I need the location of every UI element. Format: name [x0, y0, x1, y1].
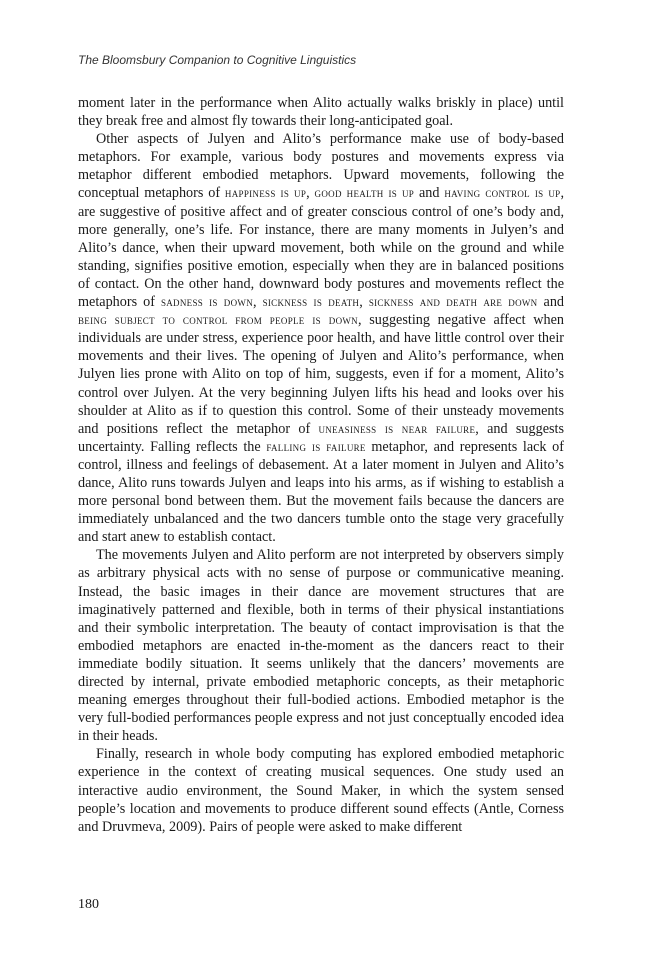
text-run: The movements Julyen and Alito perform are not interpreted by observers simply as arbitrary physical acts with no sense of purpose or communicative meaning. Instead, the basic images in their dance are movement structures that are imaginatively patterned and flexible, both in terms of their physical instantiations and their symbolic interpretation. The beauty of contact improvisation is that the embodied metaphors are enacted in-the-moment as the dancers react to their immediate bodily situation. It seems unlikely that the dancers’ movements are directed by internal, private embodied metaphoric concepts, as their metaphoric meaning emerges throughout their full-bodied actions. Embodied metaphor is the very full-bodied performances people express and not just conceptually encoded idea in their heads. — [78, 547, 564, 745]
page-number: 180 — [78, 897, 99, 912]
text-run: , — [253, 294, 263, 311]
small-caps-metaphor: happiness is up — [224, 185, 307, 201]
text-run: moment later in the performance when Alito actually walks briskly in place) until they break free and almost fly towards their long-anticipated goal. — [78, 95, 564, 130]
paragraph — [78, 745, 564, 835]
running-head: The Bloomsbury Companion to Cognitive Linguistics — [78, 53, 357, 67]
small-caps-metaphor: falling is failure — [266, 438, 366, 454]
text-run: Other aspects of Julyen and Alito’s performance make use of body-based metaphors. For example, various body postures and movements express via metaphor different embodied metaphors. Upward movements, following the conceptual metaphors of — [78, 131, 564, 202]
text-run: , — [306, 185, 315, 202]
text-run: and — [414, 185, 445, 202]
text-run: , suggesting negative affect when individuals are under stress, experience poor health, and have little control over their movements and their lives. The opening of Julyen and Alito’s performance, when Julyen lies prone with Alito on top of him, suggests, even if for a moment, Alito’s control over Julyen. At the very beginning Julyen lifts his head and looks over his shoulder at Alito as if to question this control. Some of their unsteady movements and positions reflect the metaphor of — [78, 312, 564, 437]
paragraph — [78, 94, 564, 130]
small-caps-metaphor: being subject to control from people is down — [78, 312, 358, 328]
text-run: Finally, research in whole body computing has explored embodied metaphoric experience in the context of creating musical sequences. One study used an interactive audio environment, the Sound Maker, in which the system sensed people’s location and movements to produce different sound effects (Antle, Corness and Druvmeva, 2009). Pairs of people were asked to make different — [78, 746, 564, 835]
text-run: and — [537, 294, 565, 311]
small-caps-metaphor: sickness and death are down — [368, 294, 538, 310]
small-caps-metaphor: having control is up — [444, 185, 561, 201]
text-run: , are suggestive of positive affect and of greater conscious control of one’s body and, more generally, one’s life. For instance, there are many moments in Julyen’s and Alito’s dance, when their upward movement, both while on the ground and while standing, signifies positive emotion, especially when they are in balanced positions of contact. On the other hand, downward body postures and movements reflect the metaphors of — [78, 185, 564, 311]
text-run: metaphor, and represents lack of control, illness and feelings of debasement. At a later moment in Julyen and Alito’s dance, Alito runs towards Julyen and leaps into his arms, as if wishing to establish a more personal bond between them. But the movement fails because the dancers are immediately unbalanced and the two dancers tumble onto the stage very gracefully and start anew to establish contact. — [78, 438, 564, 546]
text-run: , — [359, 294, 369, 311]
small-caps-metaphor: sadness is down — [160, 294, 253, 310]
paragraph — [78, 546, 564, 745]
paragraph — [78, 130, 564, 546]
small-caps-metaphor: sickness is death — [262, 294, 360, 310]
small-caps-metaphor: good health is up — [314, 185, 415, 201]
text-run: , and suggests uncertainty. Falling reflects the — [78, 420, 564, 455]
body-text — [78, 94, 564, 836]
small-caps-metaphor: uneasiness is near failure — [318, 420, 476, 436]
